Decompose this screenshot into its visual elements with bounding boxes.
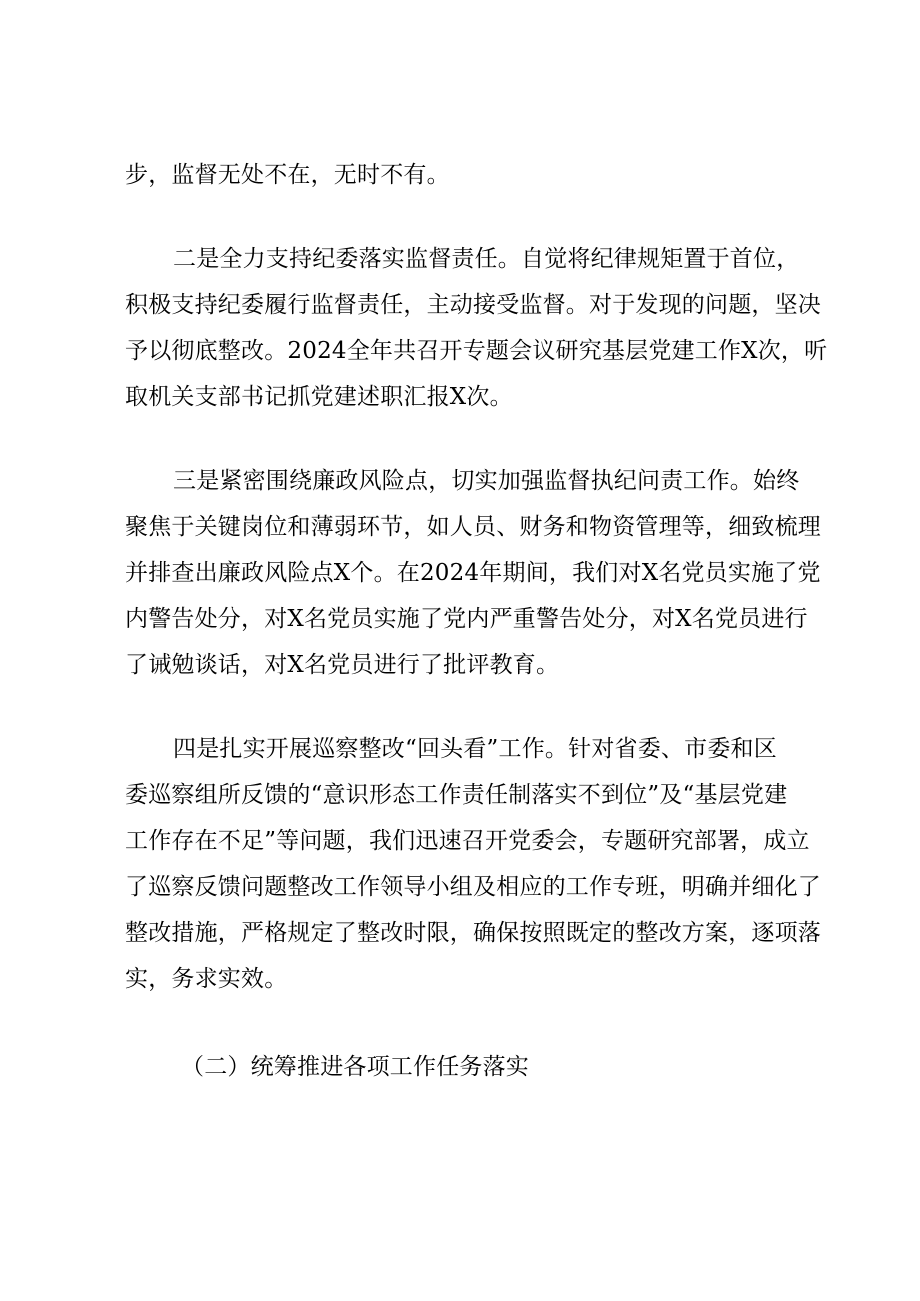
paragraph-4-line-3: 工作存在不足”等问题，我们迅速召开党委会，专题研究部署，成立 xyxy=(125,828,810,854)
paragraph-continuation-line: 步，监督无处不在，无时不有。 xyxy=(125,162,450,188)
paragraph-3-line-2: 聚焦于关键岗位和薄弱环节，如人员、财务和物资管理等，细致梳理 xyxy=(125,514,821,540)
paragraph-4-line-1: 四是扎实开展巡察整改“回头看”工作。针对省委、市委和区 xyxy=(173,736,777,762)
paragraph-3-line-3: 并排查出廉政风险点X个。在2024年期间，我们对X名党员实施了党 xyxy=(125,560,821,586)
paragraph-4-line-4: 了巡察反馈问题整改工作领导小组及相应的工作专班，明确并细化了 xyxy=(125,874,821,900)
paragraph-2-line-1: 二是全力支持纪委落实监督责任。自觉将纪律规矩置于首位， xyxy=(173,246,800,272)
paragraph-2-line-3: 予以彻底整改。2024全年共召开专题会议研究基层党建工作X次，听 xyxy=(125,338,828,364)
paragraph-4-line-5: 整改措施，严格规定了整改时限，确保按照既定的整改方案，逐项落 xyxy=(125,920,821,946)
paragraph-3-line-5: 了诫勉谈话，对X名党员进行了批评教育。 xyxy=(125,652,560,678)
paragraph-3-line-1: 三是紧密围绕廉政风险点，切实加强监督执纪问责工作。始终 xyxy=(173,468,800,494)
paragraph-3-line-4: 内警告处分，对X名党员实施了党内严重警告处分，对X名党员进行 xyxy=(125,606,808,632)
paragraph-2-line-4: 取机关支部书记抓党建述职汇报X次。 xyxy=(125,384,513,410)
paragraph-4-line-6: 实，务求实效。 xyxy=(125,966,288,992)
section-heading: （二）统筹推进各项工作任务落实 xyxy=(181,1054,529,1080)
paragraph-4-line-2: 委巡察组所反馈的“意识形态工作责任制落实不到位”及“基层党建 xyxy=(125,782,788,808)
paragraph-2-line-2: 积极支持纪委履行监督责任，主动接受监督。对于发现的问题，坚决 xyxy=(125,292,821,318)
